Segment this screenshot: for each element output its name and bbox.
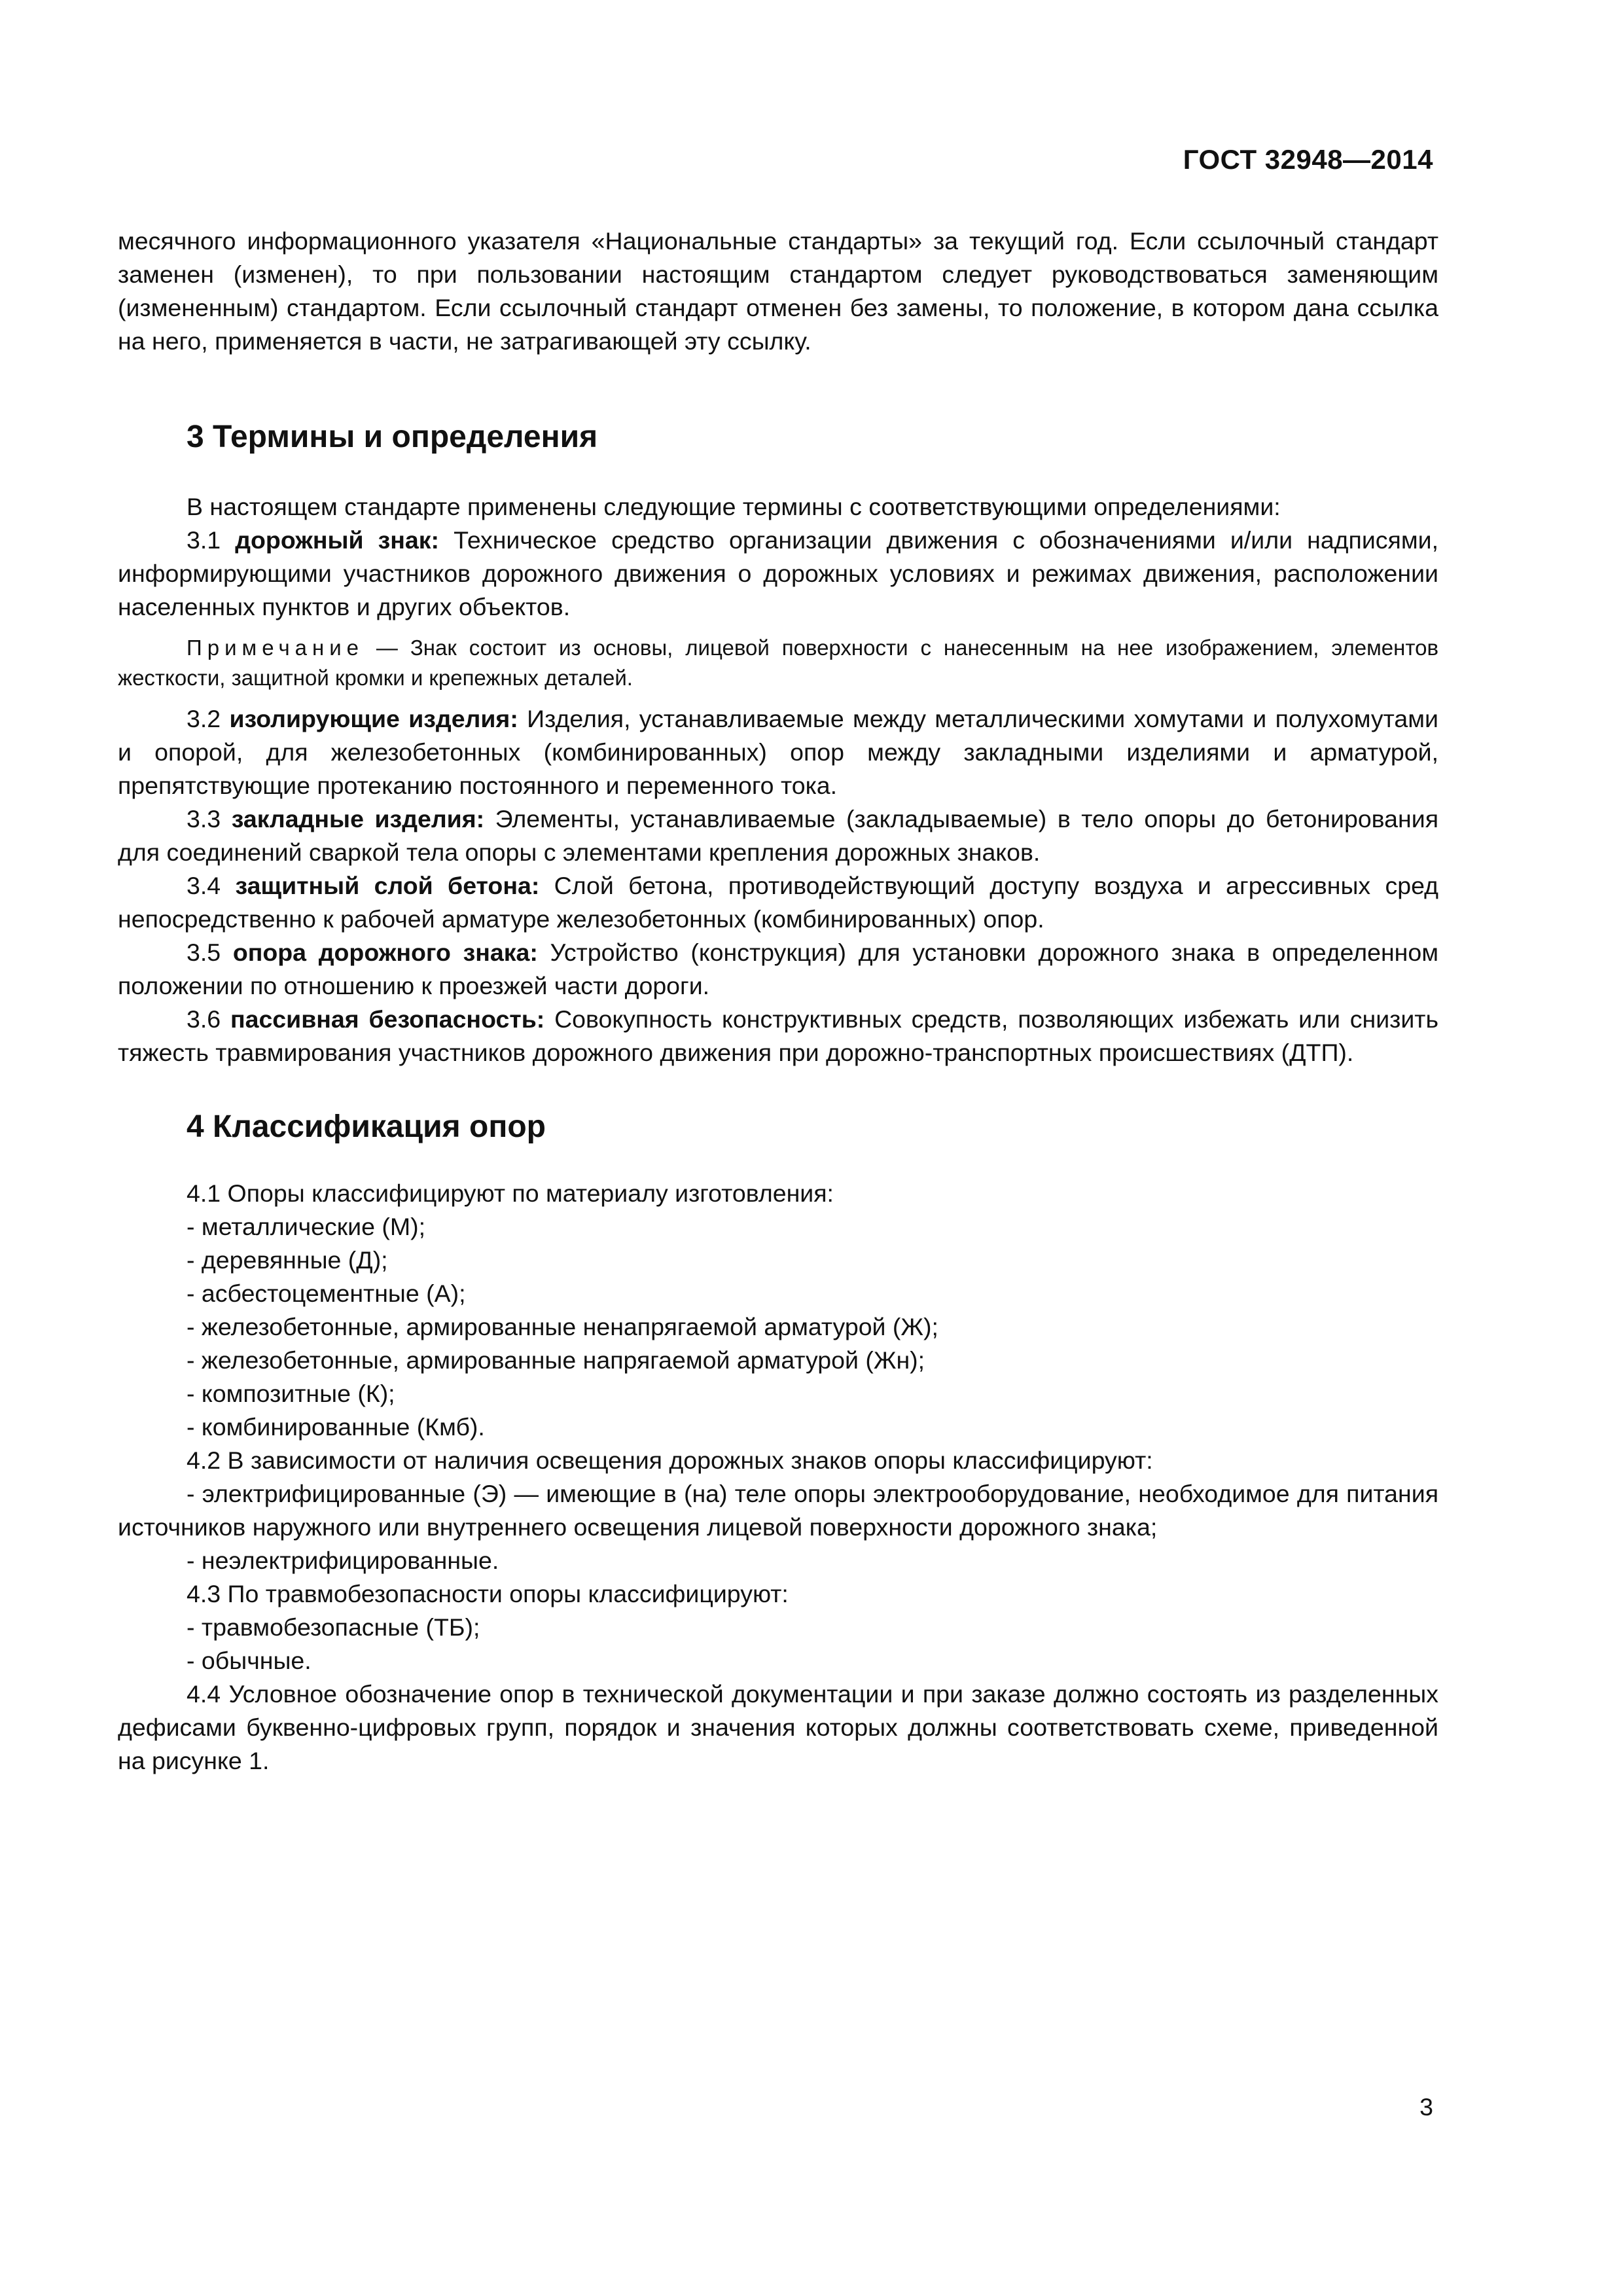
list-item: - комбинированные (Кмб).: [187, 1413, 485, 1441]
term-number: 3.4: [187, 872, 221, 899]
term-3-2: [118, 702, 1438, 802]
list-item: - железобетонные, армированные ненапрягаемой арматурой (Ж);: [187, 1313, 938, 1340]
term-number: 3.2: [187, 705, 221, 732]
note-text: — Знак состоит из основы, лицевой поверхности с нанесенным на нее изображением, элементов жесткости, защитной кромки и крепежных деталей.: [118, 636, 1438, 690]
term-name: дорожный знак:: [235, 526, 440, 554]
term-name: опора дорожного знака:: [232, 939, 538, 966]
page-number: 3: [1419, 2093, 1433, 2121]
term-definition: Техническое средство организации движения с обозначениями и/или надписями, информирующими участников дорожного движения о дорожных условиях и режимах движения, расположении населенных пунктов и других объектов.: [118, 526, 1439, 620]
term-number: 3.5: [187, 939, 221, 966]
term-3-6: [118, 1003, 1438, 1069]
term-definition: Устройство (конструкция) для установки дорожного знака в определенном положении по отношению к проезжей части дороги.: [118, 939, 1439, 999]
term-name: закладные изделия:: [231, 805, 485, 833]
page-content: [118, 224, 1438, 1778]
term-definition: Слой бетона, противодействующий доступу воздуха и агрессивных сред непосредственно к рабочей арматуре железобетонных (комбинированных) опор.: [118, 872, 1439, 933]
intro-paragraph: месячного информационного указателя «Национальные стандарты» за текущий год. Если ссылочный стандарт заменен (изменен), то при пользовании настоящим стандартом следует руководствоваться заменяющим (измененным) стандартом. Если ссылочный стандарт отменен без замены, то положение, в котором дана ссылка на него, применяется в части, не затрагивающей эту ссылку.: [118, 227, 1438, 355]
clause-4-1: 4.1 Опоры классифицируют по материалу изготовления:: [187, 1179, 834, 1207]
term-number: 3.6: [187, 1005, 221, 1033]
list-item: - железобетонные, армированные напрягаемой арматурой (Жн);: [187, 1346, 925, 1374]
list-item: - травмобезопасные (ТБ);: [187, 1613, 480, 1641]
term-number: 3.3: [187, 805, 221, 833]
list-item: - электрифицированные (Э) — имеющие в (на) теле опоры электрооборудование, необходимое для питания источников наружного или внутреннего освещения лицевой поверхности дорожного знака;: [118, 1480, 1438, 1541]
document-code: ГОСТ 32948—2014: [1183, 144, 1433, 175]
term-name: пассивная безопасность:: [230, 1005, 545, 1033]
term-name: защитный слой бетона:: [235, 872, 540, 899]
section-4-title: 4 Классификация опор: [187, 1109, 546, 1144]
note: [118, 633, 1438, 693]
clause-4-4: 4.4 Условное обозначение опор в технической документации и при заказе должно состоять из разделенных дефисами буквенно-цифровых групп, порядок и значения которых должны соответствовать схеме, приведенной на рисунке 1.: [118, 1680, 1438, 1774]
term-3-5: [118, 936, 1438, 1003]
list-item: - металлические (М);: [187, 1213, 426, 1240]
term-number: 3.1: [187, 526, 221, 554]
list-item: - композитные (К);: [187, 1380, 395, 1407]
list-item: - обычные.: [187, 1647, 312, 1674]
list-item: - неэлектрифицированные.: [187, 1547, 499, 1574]
term-name: изолирующие изделия:: [229, 705, 518, 732]
term-definition: Совокупность конструктивных средств, позволяющих избежать или снизить тяжесть травмирования участников дорожного движения при дорожно-транспортных происшествиях (ДТП).: [118, 1005, 1438, 1066]
note-label: Примечание: [187, 636, 365, 660]
term-definition: Изделия, устанавливаемые между металлическими хомутами и полухомутами и опорой, для железобетонных (комбинированных) опор между закладными изделиями и арматурой, препятствующие протеканию постоянного и переменного тока.: [118, 705, 1439, 799]
list-item: - асбестоцементные (А);: [187, 1280, 466, 1307]
term-3-3: [118, 802, 1438, 869]
section-3-title: 3 Термины и определения: [187, 420, 598, 454]
term-3-1: [118, 524, 1438, 624]
term-definition: Элементы, устанавливаемые (закладываемые) в тело опоры до бетонирования для соединений сваркой тела опоры с элементами крепления дорожных знаков.: [118, 805, 1438, 866]
list-item: - деревянные (Д);: [187, 1246, 388, 1274]
section-3-lead: В настоящем стандарте применены следующие термины с соответствующими определениями:: [187, 493, 1281, 520]
term-3-4: [118, 869, 1438, 936]
clause-4-3: 4.3 По травмобезопасности опоры классифицируют:: [187, 1580, 789, 1607]
clause-4-2: 4.2 В зависимости от наличия освещения дорожных знаков опоры классифицируют:: [187, 1446, 1153, 1474]
